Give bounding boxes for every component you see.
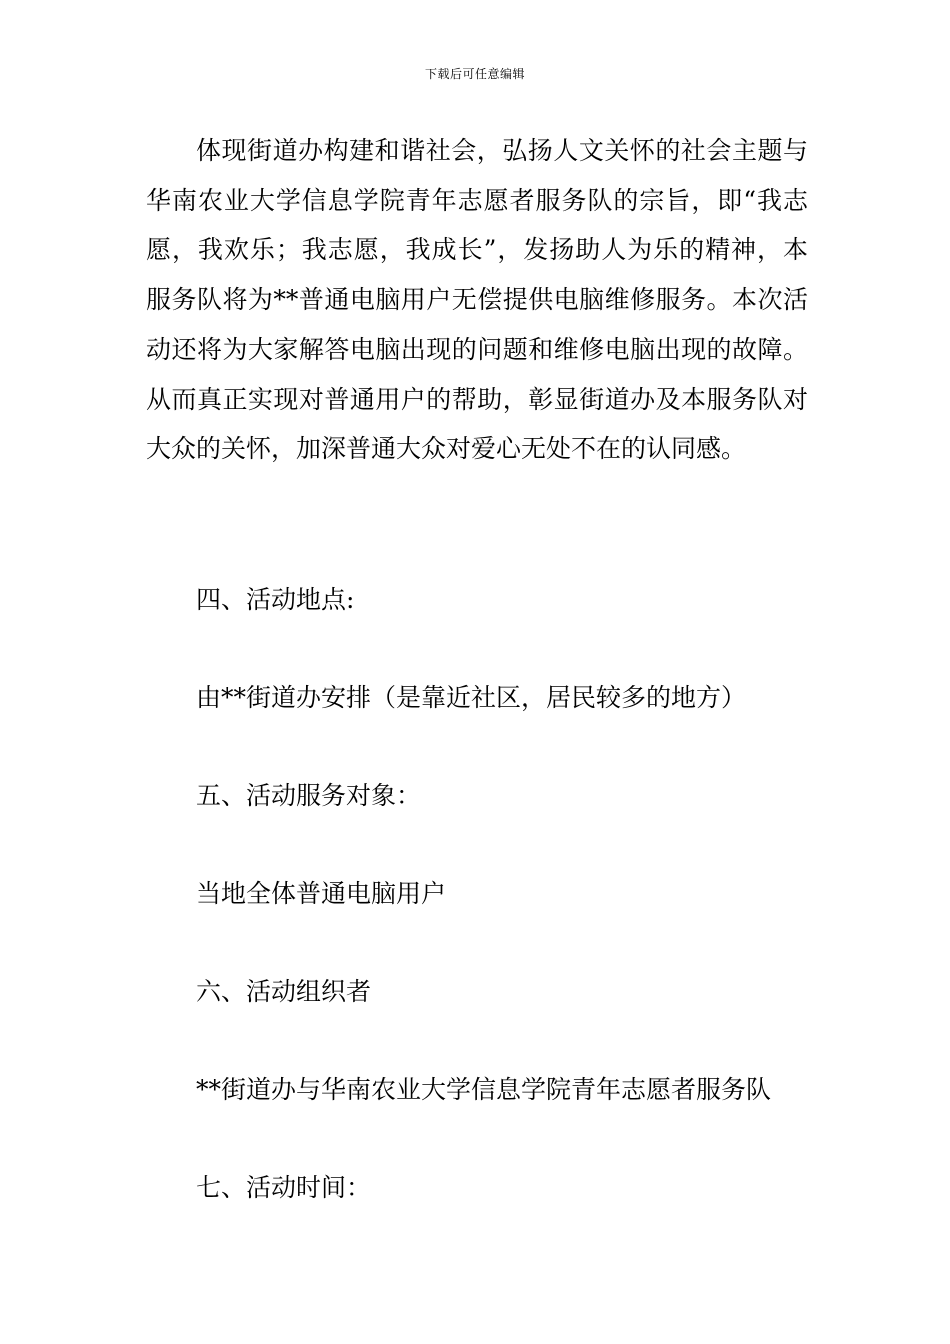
page-header-note: 下载后可任意编辑 <box>424 67 525 81</box>
section-content-organizer: **街道办与华南农业大学信息学院青年志愿者服务队 <box>196 1075 772 1104</box>
section-content-location: 由**街道办安排（是靠近社区，居民较多的地方） <box>196 683 747 712</box>
intro-paragraph: 体现街道办构建和谐社会，弘扬人文关怀的社会主题与华南农业大学信息学院青年志愿者服务队的宗旨，即“我志愿，我欢乐；我志愿，我成长”，发扬助人为乐的精神，本服务队将为**普通电脑用户无偿提供电脑维修服务。本次活动还将为大家解答电脑出现的问题和维修电脑出现的故障。从而真正实现对普通用户的帮助，彰显街道办及本服务队对大众的关怀，加深普通大众对爱心无处不在的认同感。 <box>146 136 808 464</box>
section-heading-organizer: 六、活动组织者 <box>196 977 372 1006</box>
section-heading-target: 五、活动服务对象： <box>196 781 422 810</box>
section-heading-location: 四、活动地点: <box>196 585 355 614</box>
section-content-target: 当地全体普通电脑用户 <box>196 879 447 908</box>
section-heading-time: 七、活动时间： <box>196 1173 372 1202</box>
